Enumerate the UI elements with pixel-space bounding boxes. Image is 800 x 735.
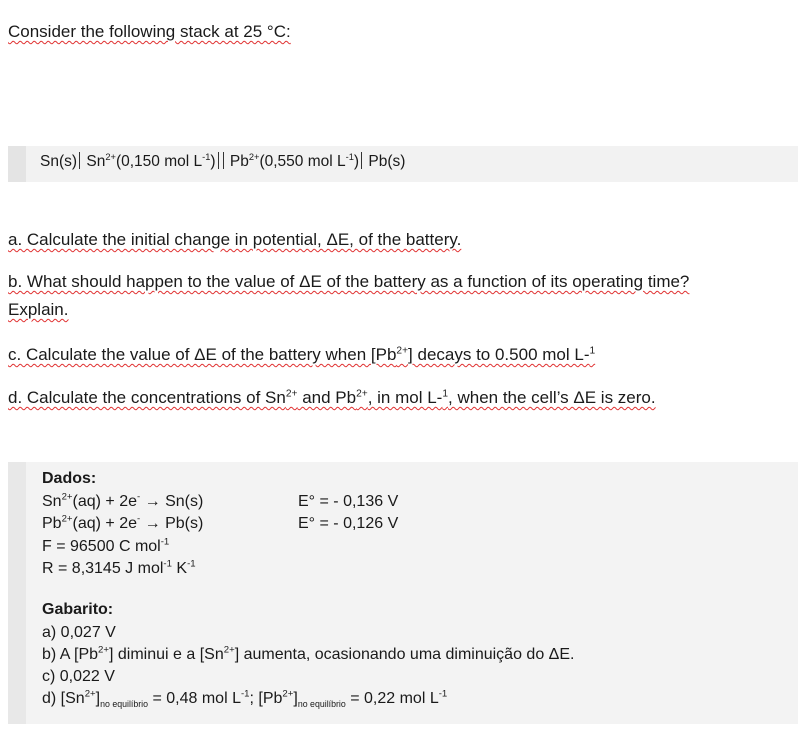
sn-close: ) bbox=[210, 153, 216, 170]
question-d-end: , when the cell’s ΔE is zero. bbox=[448, 388, 656, 407]
reaction-sn-potential: E° = - 0,136 V bbox=[298, 493, 399, 510]
reaction-pb bbox=[42, 515, 402, 533]
reaction-sn-right: → Sn(s) bbox=[140, 493, 204, 510]
answer-d-exp2: -1 bbox=[438, 688, 448, 700]
reaction-pb-right: → Pb(s) bbox=[140, 515, 204, 532]
pb-close: ) bbox=[353, 153, 360, 170]
pb-unit-exp: -1 bbox=[345, 151, 354, 162]
salt-bridge-1 bbox=[218, 152, 219, 169]
question-d-charge-sn: 2+ bbox=[285, 388, 298, 400]
faraday-exp: -1 bbox=[160, 536, 170, 548]
answer-d-sub1: no equilíbrio bbox=[100, 699, 149, 710]
faraday-value: F = 96500 C mol bbox=[42, 538, 161, 555]
reaction-pb-species: Pb bbox=[42, 515, 62, 532]
intro-text: Consider the following stack at 25 °C: bbox=[8, 22, 291, 41]
sn-concentration: (0,150 mol L bbox=[115, 153, 203, 170]
reaction-sn-species: Sn bbox=[42, 493, 62, 510]
faraday-constant bbox=[42, 538, 169, 556]
question-d bbox=[8, 388, 656, 408]
question-d-exp: 1 bbox=[442, 388, 449, 400]
answer-b bbox=[42, 646, 574, 664]
answer-d-sn-value: = 0,48 mol L bbox=[148, 690, 241, 707]
dados-title: Dados: bbox=[42, 470, 97, 487]
answer-d-pb: ; [Pb bbox=[249, 690, 283, 707]
reaction-sn-charge: 2+ bbox=[61, 491, 73, 503]
gas-constant-exp1: -1 bbox=[163, 558, 172, 570]
pb-concentration: (0,550 mol L bbox=[259, 153, 346, 170]
answer-d-sn-charge: 2+ bbox=[84, 688, 96, 700]
question-d-charge-pb: 2+ bbox=[356, 388, 368, 400]
cell-notation bbox=[40, 152, 405, 171]
question-d-text: d. Calculate the concentrations of Sn bbox=[8, 388, 286, 407]
question-d-mid: and Pb bbox=[297, 388, 357, 407]
reaction-pb-charge: 2+ bbox=[61, 513, 73, 525]
question-a: a. Calculate the initial change in potential, ΔE, of the battery. bbox=[8, 230, 462, 249]
question-d-unit: , in mol L- bbox=[367, 388, 443, 407]
question-b: b. What should happen to the value of ΔE of the battery as a function of its operating time? bbox=[8, 272, 690, 291]
reaction-sn-electron: - bbox=[137, 491, 141, 503]
gas-constant bbox=[42, 560, 196, 578]
cathode-solid: Pb(s) bbox=[368, 153, 406, 170]
answer-b-charge2: 2+ bbox=[223, 644, 235, 656]
reaction-sn-left: (aq) + 2e bbox=[72, 493, 138, 510]
answer-d-exp1: -1 bbox=[240, 688, 250, 700]
gas-constant-value: R = 8,3145 J mol bbox=[42, 560, 164, 577]
reaction-sn bbox=[42, 493, 402, 511]
question-b-continued: Explain. bbox=[8, 300, 69, 319]
question-c-exp: 1 bbox=[589, 345, 596, 357]
answer-c: c) 0,022 V bbox=[42, 668, 115, 685]
phase-boundary bbox=[79, 152, 80, 169]
question-c-text: c. Calculate the value of ΔE of the battery when [Pb bbox=[8, 345, 397, 364]
answer-d-pb-charge: 2+ bbox=[282, 688, 294, 700]
question-c bbox=[8, 345, 595, 365]
question-c-text-end: ] decays to 0.500 mol L- bbox=[408, 345, 590, 364]
answer-a: a) 0,027 V bbox=[42, 624, 116, 641]
answer-b-charge1: 2+ bbox=[98, 644, 109, 656]
sn-charge: 2+ bbox=[105, 151, 116, 162]
answer-d-pb-value: = 0,22 mol L bbox=[345, 690, 439, 707]
pb-charge: 2+ bbox=[248, 151, 260, 162]
sn-ion: Sn bbox=[86, 153, 106, 170]
answer-b-part3: ] aumenta, ocasionando uma diminuição do ΔE. bbox=[234, 646, 575, 663]
question-c-charge: 2+ bbox=[396, 345, 409, 357]
answer-d-sn: d) [Sn bbox=[42, 690, 85, 707]
gas-constant-exp2: -1 bbox=[187, 558, 196, 570]
answer-d-sub2: no equilíbrio bbox=[297, 699, 346, 710]
pb-ion: Pb bbox=[229, 153, 249, 170]
answer-b-part2: ] diminui e a [Sn bbox=[109, 646, 224, 663]
phase-boundary-2 bbox=[361, 152, 362, 169]
anode-solid: Sn(s) bbox=[40, 153, 78, 170]
answer-d-bracket2: ] bbox=[293, 690, 298, 707]
gabarito-title: Gabarito: bbox=[42, 601, 114, 618]
salt-bridge-2 bbox=[223, 152, 224, 169]
sn-unit-exp: -1 bbox=[202, 151, 211, 162]
gas-constant-kelvin: K bbox=[171, 560, 188, 577]
answer-d bbox=[42, 690, 447, 708]
answer-d-bracket1: ] bbox=[95, 690, 101, 707]
reaction-pb-potential: E° = - 0,126 V bbox=[298, 515, 399, 532]
answer-b-part1: b) A [Pb bbox=[42, 646, 99, 663]
reaction-pb-electron: - bbox=[137, 513, 141, 525]
reaction-pb-left: (aq) + 2e bbox=[72, 515, 138, 532]
